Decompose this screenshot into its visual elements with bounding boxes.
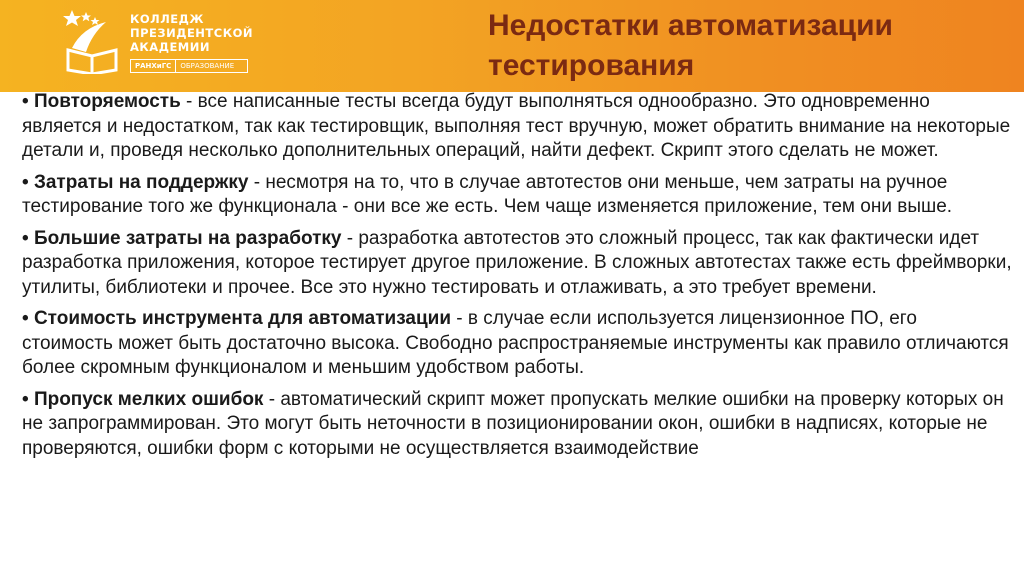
logo-brand: РАНХиГС <box>131 60 176 72</box>
logo-line-2: ПРЕЗИДЕНТСКОЙ <box>130 26 254 40</box>
bullet-marker: • <box>22 227 29 249</box>
slide-header <box>0 0 1024 92</box>
logo-line-3: АКАДЕМИИ <box>130 40 210 54</box>
bullet-marker: • <box>22 308 29 329</box>
bullet-marker: • <box>22 388 29 410</box>
logo-sub-label: ОБРАЗОВАНИЕ <box>180 62 235 70</box>
list-item <box>22 227 1012 301</box>
logo-subtitle <box>130 59 248 73</box>
bullet-marker: • <box>22 91 29 112</box>
bullet-marker: • <box>22 171 29 193</box>
item-term: Пропуск мелких ошибок <box>33 388 264 410</box>
item-term: Большие затраты на разработку <box>33 227 342 249</box>
item-term: Повторяемость <box>33 91 181 112</box>
list-item <box>22 388 1012 462</box>
item-text: - разработка автотестов это сложный процесс, так как фактически идет разработка приложения, которое тестирует другое приложение. В сложных автотестах также есть фреймворки, утилиты, библиотеки и прочее. Все это нужно тестировать и отлаживать, а это требует времени. <box>22 227 1012 298</box>
item-text: - в случае если используется лицензионное ПО, его стоимость может быть достаточно высока. Свободно распространяемые инструменты как правило отличаются более скромным функционалом и меньшим удобством работы. <box>22 308 1009 378</box>
college-logo <box>62 8 262 78</box>
book-stars-icon <box>62 8 124 74</box>
list-item <box>22 171 1012 220</box>
logo-text <box>130 12 253 54</box>
item-text: - все написанные тесты всегда будут выполняться однообразно. Это одновременно является и недостатком, так как тестировщик, выполняя тест вручную, может обратить внимание на некоторые детали и, проведя несколько дополнительных операций, найти дефект. Скрипт этого сделать не может. <box>22 91 1011 161</box>
item-text: - автоматический скрипт может пропускать мелкие ошибки на проверку которых он не запрограммирован. Это могут быть неточности в позиционировании окон, ошибки в надписях, которые не проверяются, ошибки форм с которыми не осуществляется взаимодействие <box>22 388 1004 459</box>
item-text: - несмотря на то, что в случае автотестов они меньше, чем затраты на ручное тестирование того же функционала - они все же есть. Чем чаще изменяется приложение, тем они выше. <box>22 171 953 217</box>
page-title: Недостатки автоматизации тестирования <box>488 9 893 82</box>
slide-content <box>22 90 1012 468</box>
list-item <box>22 90 1012 164</box>
list-item <box>22 307 1012 381</box>
logo-line-1: КОЛЛЕДЖ <box>130 12 204 26</box>
item-term: Стоимость инструмента для автоматизации <box>33 308 452 329</box>
item-term: Затраты на поддержку <box>33 171 249 193</box>
